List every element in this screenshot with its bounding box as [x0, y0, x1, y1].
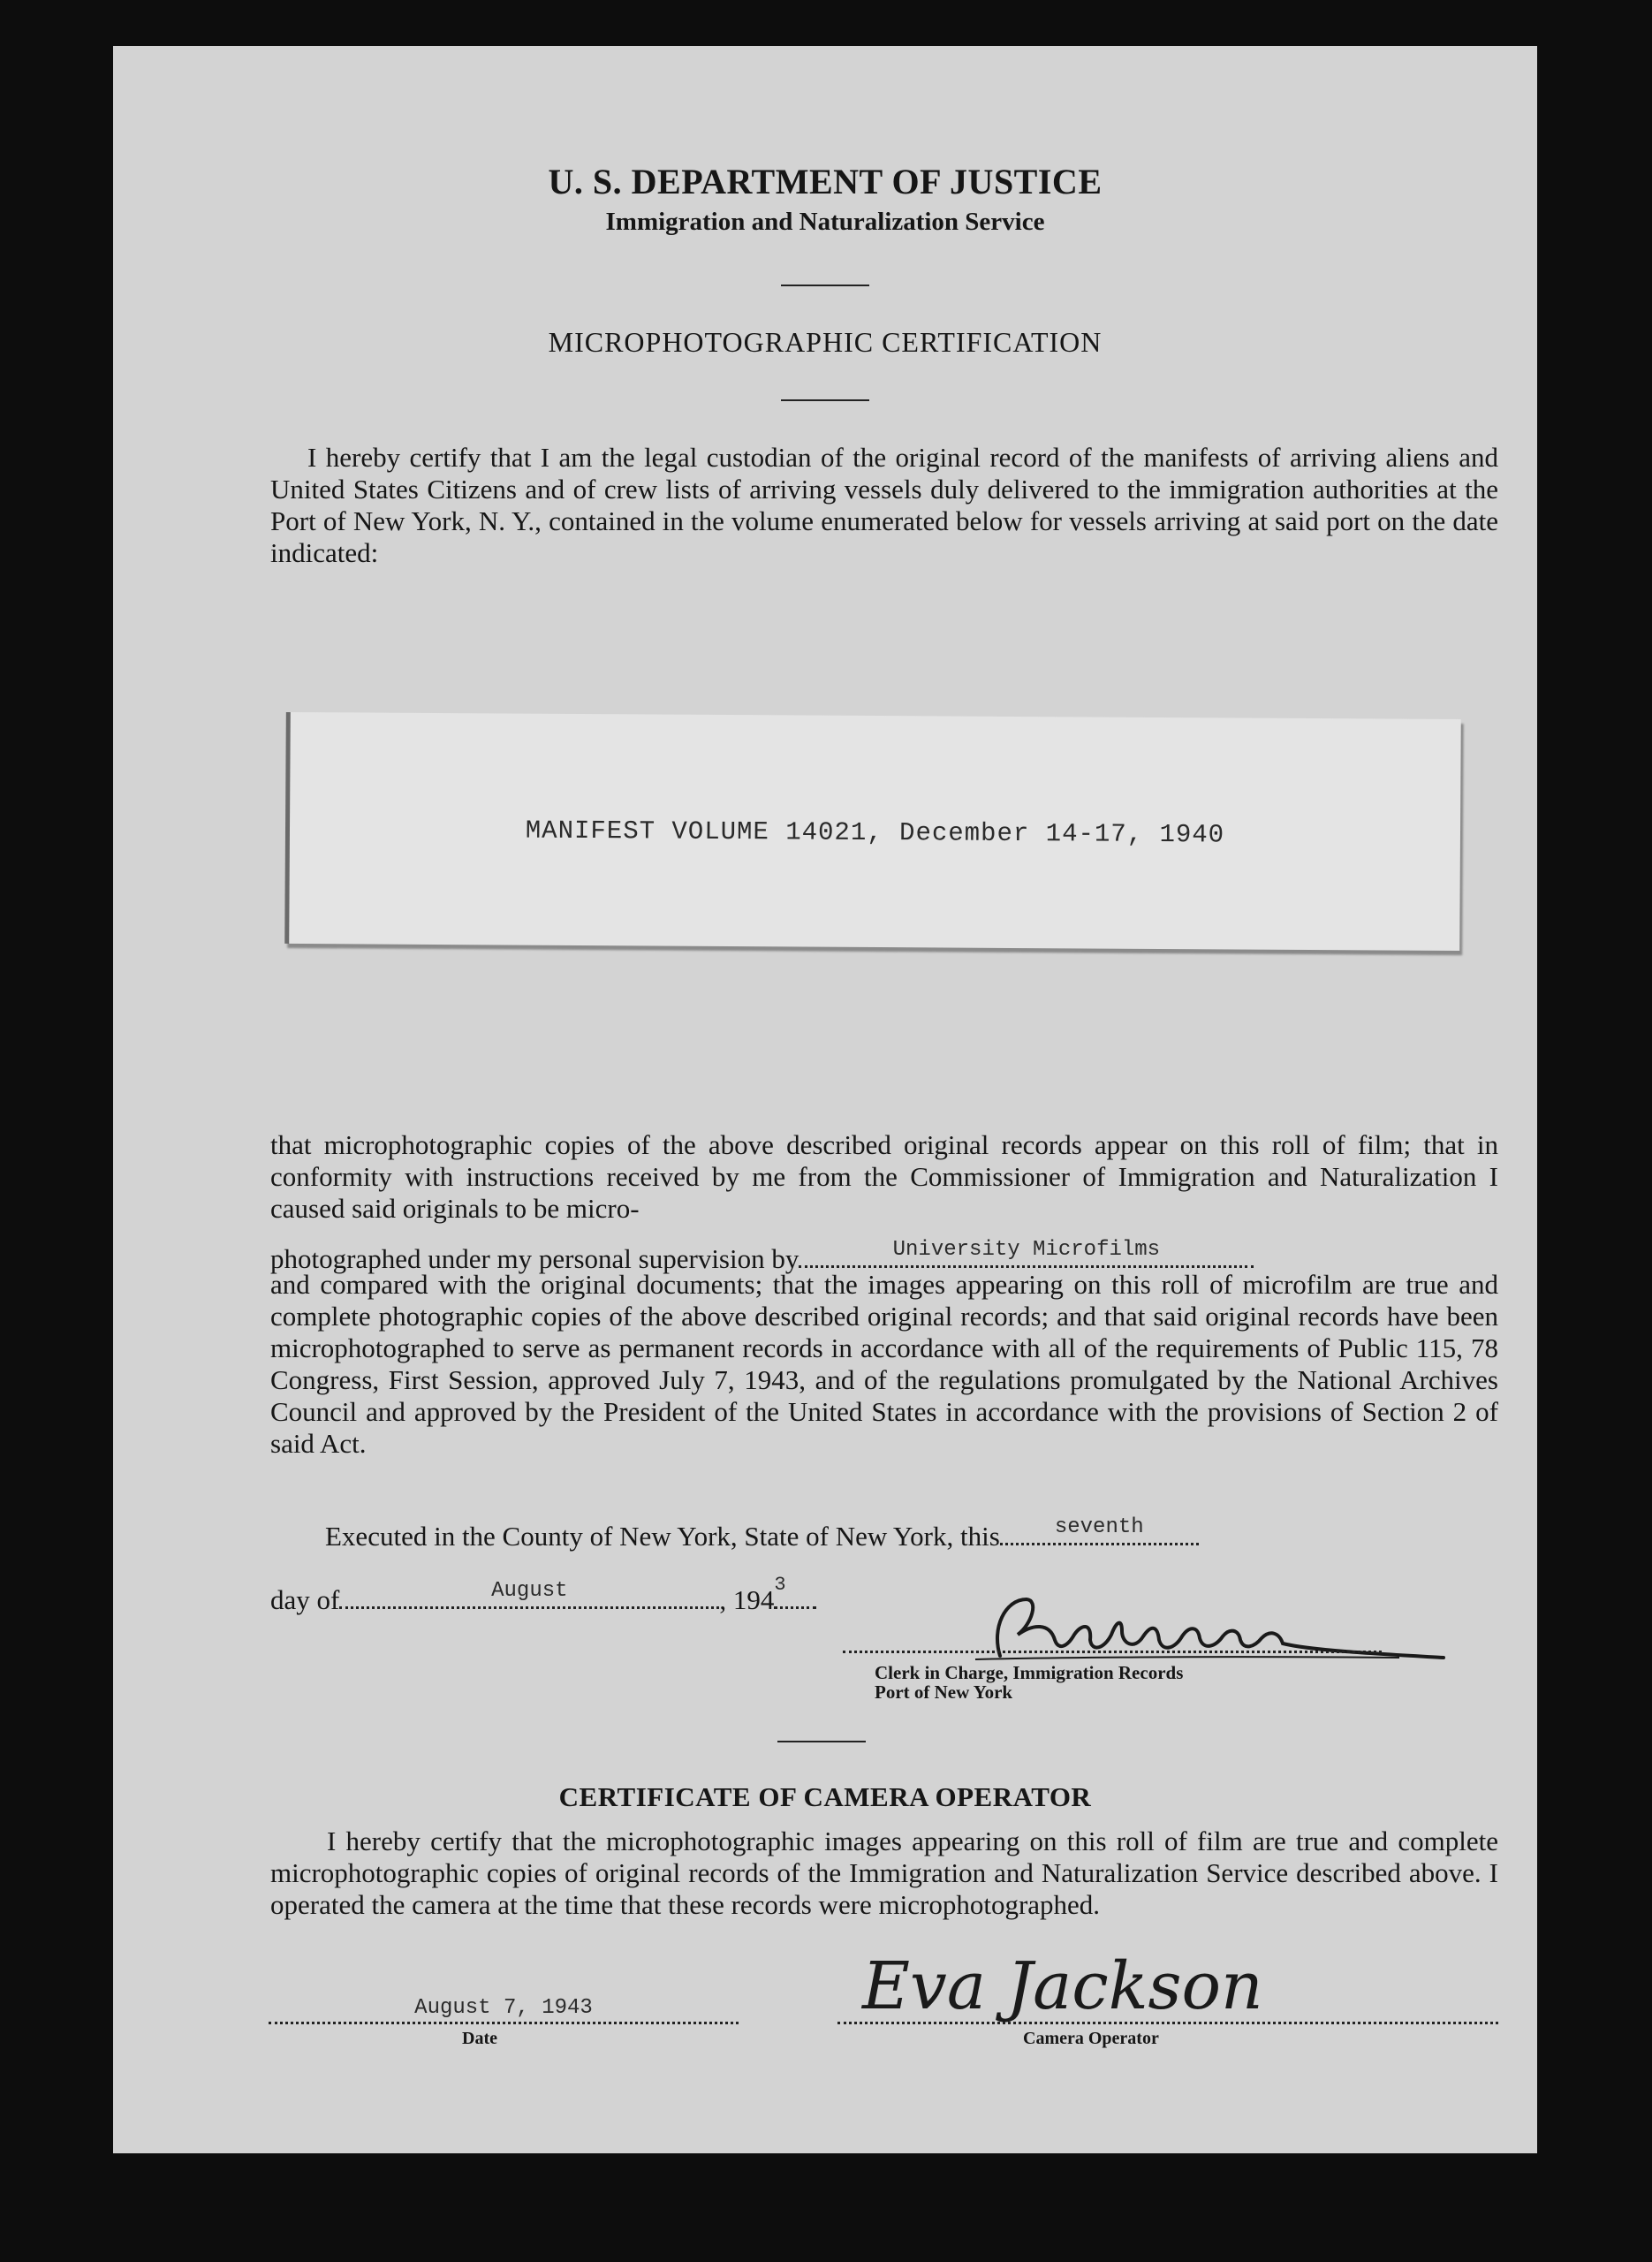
clerk-title-line1: Clerk in Charge, Immigration Records: [875, 1662, 1184, 1683]
day-of-label: day of: [270, 1584, 340, 1615]
year-suffix: 3: [774, 1574, 786, 1596]
executed-label: Executed in the County of New York, State of New York, this: [325, 1521, 1000, 1552]
photographed-by-field: [799, 1239, 1254, 1268]
intro-paragraph: I hereby certify that I am the legal custodian of the original record of the manifests of arriving aliens and United States Citizens and of crew lists of arriving vessels duly delivered to the immigration authorities at the Port of New York, N. Y., contained in the volume enumerated below for vessels arriving at said port on the date indicated:: [270, 442, 1498, 568]
body-paragraph-start: that microphotographic copies of the above described original records appear on this roll of film; that in conformity with instructions received by me from the Commissioner of Immigration and Naturalization I caused said originals to be micro-: [270, 1129, 1498, 1224]
department-heading: U. S. DEPARTMENT OF JUSTICE: [548, 162, 1103, 201]
certification-title: MICROPHOTOGRAPHIC CERTIFICATION: [548, 326, 1103, 358]
executed-day-value: seventh: [1054, 1515, 1144, 1539]
date-label: Date: [462, 2029, 497, 2048]
clerk-title-line2: Port of New York: [875, 1681, 1013, 1703]
photographed-by-label: photographed under my personal supervision by: [270, 1243, 799, 1274]
camera-operator-paragraph: I hereby certify that the microphotographic images appearing on this roll of film are true and complete microphotographic copies of original records of the Immigration and Naturalization Service described above. I operated the camera at the time that these records were microphotographed.: [270, 1826, 1498, 1920]
executed-line: [325, 1516, 1199, 1552]
clerk-signature-line: [843, 1651, 1382, 1653]
photographed-by-value: University Microfilms: [892, 1238, 1161, 1262]
camera-operator-label: Camera Operator: [1023, 2029, 1159, 2048]
service-subheading: Immigration and Naturalization Service: [605, 208, 1045, 236]
header-divider: [781, 285, 869, 286]
volume-slip: [284, 712, 1461, 951]
camera-operator-heading: CERTIFICATE OF CAMERA OPERATOR: [558, 1781, 1092, 1812]
day-of-line: [270, 1574, 816, 1616]
month-value: August: [491, 1579, 568, 1603]
year-prefix: , 194: [719, 1584, 775, 1615]
month-field: [339, 1580, 719, 1609]
date-value: August 7, 1943: [414, 1996, 593, 2020]
executed-day-field: [1000, 1516, 1199, 1545]
title-divider: [781, 399, 869, 401]
operator-signature-text: Eva Jackson: [862, 1948, 1263, 2024]
year-field: [774, 1574, 816, 1609]
date-field: [269, 1995, 739, 2024]
section-divider: [777, 1741, 866, 1742]
body-paragraph-rest: and compared with the original documents; that the images appearing on this roll of microfilm are true and complete photographic copies of the above described original records; and that said original records have been microphotographed to serve as permanent records in accordance with all of the requirements of Public 115, 78 Congress, First Session, approved July 7, 1943, and of the regulations promulgated by the National Archives Council and approved by the President of the United States in accordance with the provisions of Section 2 of said Act.: [270, 1269, 1498, 1459]
certificate-page: [113, 46, 1537, 2153]
manifest-volume-text: MANIFEST VOLUME 14021, December 14-17, 1940: [525, 816, 1225, 850]
clerk-signature: [940, 1573, 1452, 1670]
